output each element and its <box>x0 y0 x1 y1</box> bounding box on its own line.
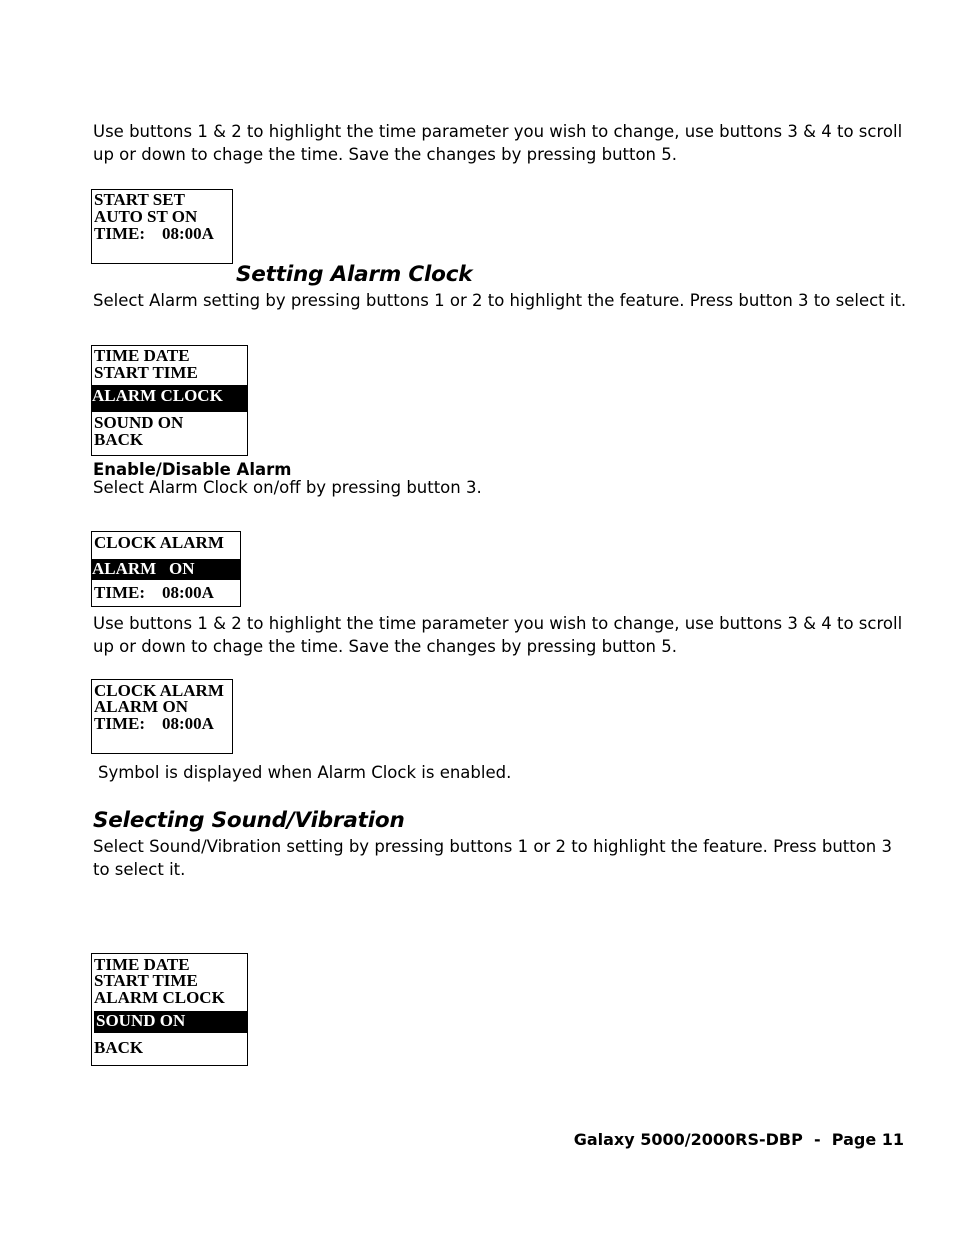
lcd-line: AUTO ST ON <box>94 207 198 226</box>
lcd-line-highlighted: SOUND ON <box>94 1011 247 1033</box>
lcd-menu-sound <box>91 953 248 1066</box>
symbol-note: Symbol is displayed when Alarm Clock is enabled. <box>98 763 512 782</box>
lcd-line: TIME DATE <box>94 346 190 365</box>
alarm-section-body: Select Alarm setting by pressing buttons 1 or 2 to highlight the feature. Press button 3 to select it. <box>93 291 907 310</box>
lcd-line: START SET <box>94 190 185 209</box>
lcd-start-set <box>91 189 233 264</box>
lcd-menu-alarm <box>91 345 248 456</box>
page-footer: Galaxy 5000/2000RS-DBP - Page 11 <box>573 1130 904 1149</box>
lcd-line: CLOCK ALARM <box>94 533 224 552</box>
sound-section-body: Select Sound/Vibration setting by pressing buttons 1 or 2 to highlight the feature. Press button 3 to select it. <box>93 837 893 879</box>
lcd-line: ALARM CLOCK <box>94 988 225 1007</box>
lcd-line: TIME DATE <box>94 955 190 974</box>
section-title-alarm: Setting Alarm Clock <box>236 262 473 287</box>
intro-paragraph: Use buttons 1 & 2 to highlight the time parameter you wish to change, use buttons 3 & 4 to scroll up or down to chage the time. Save the changes by pressing button 5. <box>93 122 903 164</box>
enable-alarm-title: Enable/Disable Alarm <box>93 460 292 479</box>
lcd-line: ALARM ON <box>94 697 188 716</box>
section-title-sound: Selecting Sound/Vibration <box>93 808 405 833</box>
lcd-clock-alarm-time <box>91 679 233 754</box>
lcd-line-highlighted: ALARM CLOCK <box>92 385 247 412</box>
lcd-line: BACK <box>94 1038 144 1057</box>
lcd-line: START TIME <box>94 971 198 990</box>
lcd-clock-alarm-toggle <box>91 531 241 607</box>
time-paragraph: Use buttons 1 & 2 to highlight the time parameter you wish to change, use buttons 3 & 4 to scroll up or down to chage the time. Save the changes by pressing button 5. <box>93 614 903 656</box>
lcd-line: TIME: 08:00A <box>94 224 214 243</box>
lcd-line-highlighted: ALARM ON <box>92 559 240 580</box>
lcd-line: CLOCK ALARM <box>94 681 224 700</box>
lcd-line: TIME: 08:00A <box>94 583 214 602</box>
enable-alarm-body: Select Alarm Clock on/off by pressing button 3. <box>93 478 482 497</box>
lcd-line: START TIME <box>94 363 198 382</box>
lcd-line: SOUND ON <box>94 413 184 432</box>
lcd-line: TIME: 08:00A <box>94 714 214 733</box>
lcd-line: BACK <box>94 430 144 449</box>
